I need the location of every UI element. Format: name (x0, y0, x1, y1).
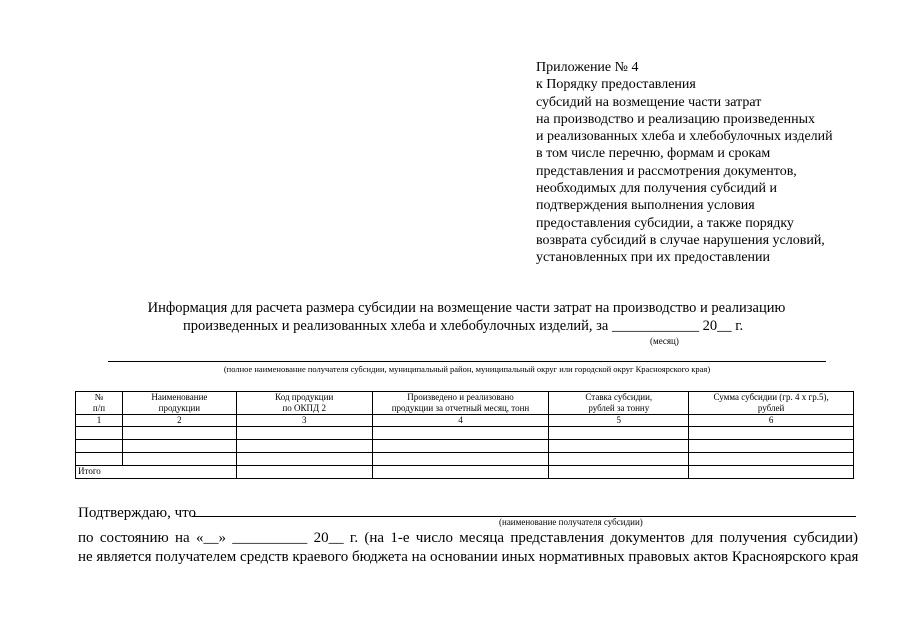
appendix-line: представления и рассмотрения документов, (536, 163, 797, 179)
header-cell-produced: Произведено и реализовано продукции за отчетный месяц, тонн (372, 392, 549, 415)
table-row (76, 440, 854, 453)
column-number: 3 (236, 415, 372, 427)
total-label: Итого (76, 466, 237, 479)
table-cell[interactable] (372, 466, 549, 479)
appendix-line: подтверждения выполнения условия (536, 198, 755, 214)
appendix-line: необходимых для получения субсидий и (536, 181, 778, 197)
column-number: 5 (549, 415, 689, 427)
body-line1: по состоянию на «__» __________ 20__ г. (на 1-е число месяца представления документов для получения субсидии) (78, 530, 858, 546)
table-column-numbers-row (76, 415, 854, 427)
column-number: 6 (689, 415, 854, 427)
table-cell[interactable] (689, 453, 854, 466)
appendix-header (536, 59, 833, 267)
appendix-line: Приложение № 4 (536, 60, 639, 75)
table-row (76, 427, 854, 440)
table-cell[interactable] (236, 427, 372, 440)
table-cell[interactable] (549, 440, 689, 453)
body-line2: не является получателем средств краевого бюджета на основании иных нормативных правовых актов Красноярского края (78, 549, 859, 565)
month-caption: (месяц) (650, 336, 679, 346)
document-title-line2: произведенных и реализованных хлеба и хлебобулочных изделий, за ____________ 20__ г. (183, 318, 744, 334)
column-number: 1 (76, 415, 123, 427)
table-total-row (76, 466, 854, 479)
table-cell[interactable] (122, 453, 236, 466)
appendix-line: установленных при их предоставлении (536, 250, 771, 266)
table-cell[interactable] (372, 427, 549, 440)
recipient-caption: (полное наименование получателя субсидии, муниципальный район, муниципальный округ или городской округ Красноярского края) (223, 364, 711, 374)
table-cell[interactable] (122, 427, 236, 440)
table-cell[interactable] (236, 440, 372, 453)
appendix-line: на производство и реализацию произведенных (536, 111, 815, 127)
table-cell[interactable] (76, 427, 123, 440)
table-cell[interactable] (689, 427, 854, 440)
column-number: 2 (122, 415, 236, 427)
table-cell[interactable] (549, 453, 689, 466)
header-cell-rate: Ставка субсидии, рублей за тонну (549, 392, 689, 415)
table-header-row (76, 392, 854, 415)
header-cell-sum: Сумма субсидии (гр. 4 х гр.5), рублей (689, 392, 854, 415)
table-cell[interactable] (76, 440, 123, 453)
table-cell[interactable] (372, 440, 549, 453)
column-number: 4 (372, 415, 549, 427)
table-cell[interactable] (372, 453, 549, 466)
table-cell[interactable] (689, 440, 854, 453)
appendix-line: в том числе перечню, формам и срокам (536, 146, 771, 162)
header-cell-code: Код продукции по ОКПД 2 (236, 392, 372, 415)
confirm-text: Подтверждаю, что (78, 505, 197, 521)
table-cell[interactable] (122, 440, 236, 453)
document-title-line1: Информация для расчета размера субсидии на возмещение части затрат на производство и реализацию (147, 300, 786, 316)
header-cell-number: № п/п (76, 392, 123, 415)
appendix-line: и реализованных хлеба и хлебобулочных изделий (536, 129, 833, 145)
table-cell[interactable] (549, 466, 689, 479)
table-row (76, 453, 854, 466)
appendix-line: к Порядку предоставления (536, 77, 696, 93)
appendix-line: предоставления субсидии, а также порядку (536, 215, 794, 231)
table-cell[interactable] (236, 453, 372, 466)
table-cell[interactable] (236, 466, 372, 479)
table-cell[interactable] (689, 466, 854, 479)
table-cell[interactable] (549, 427, 689, 440)
appendix-line: субсидий на возмещение части затрат (536, 94, 762, 110)
table-cell[interactable] (76, 453, 123, 466)
header-cell-product: Наименование продукции (122, 392, 236, 415)
recipient-name-line (108, 361, 826, 362)
appendix-line: возврата субсидий в случае нарушения условий, (536, 232, 825, 248)
confirm-caption: (наименование получателя субсидии) (499, 517, 643, 527)
subsidy-table (75, 391, 854, 479)
